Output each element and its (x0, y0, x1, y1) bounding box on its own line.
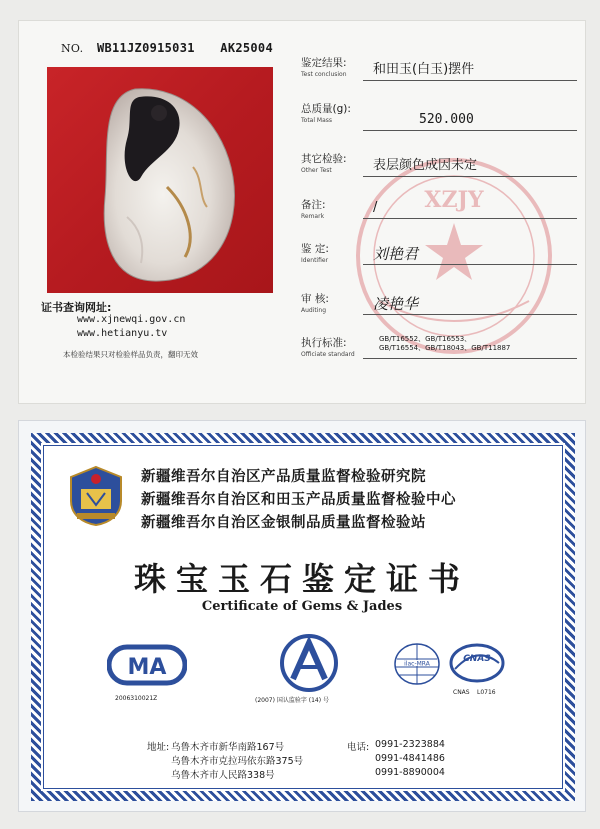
field-sublabel: Test conclusion (301, 71, 347, 78)
cma-logo-icon (107, 637, 187, 693)
phone-number-1[interactable]: 0991-2323884 (375, 739, 445, 750)
institute-name-1: 新疆维吾尔自治区产品质量监督检验研究院 (141, 469, 426, 485)
verify-url-2[interactable]: www.hetianyu.tv (77, 328, 168, 339)
field-auditing (301, 291, 577, 314)
cal-caption: (2007) 国认监验字 (14) 号 (255, 697, 329, 704)
institute-name-2: 新疆维吾尔自治区和田玉产品质量监督检验中心 (141, 492, 456, 508)
field-label: 备注: (301, 199, 326, 211)
svg-text:MA: MA (127, 655, 167, 680)
field-value: / (363, 199, 577, 219)
field-label: 鉴 定: (301, 243, 329, 255)
cnas-caption-code: L0716 (477, 689, 496, 696)
field-value (363, 335, 577, 359)
phone-number-2[interactable]: 0991-4841486 (375, 753, 445, 764)
jade-pendant-image (47, 67, 273, 293)
field-label: 审 核: (301, 293, 329, 305)
jade-photo (47, 67, 273, 293)
certificate-title-en: Certificate of Gems & Jades (201, 599, 403, 614)
svg-text:XZJY: XZJY (424, 187, 484, 213)
certificate-number: WB11JZ0915031 (96, 41, 195, 55)
field-sublabel: Auditing (301, 307, 327, 314)
ak-number: AK25004 (220, 41, 273, 55)
phone-number-3[interactable]: 0991-8890004 (375, 767, 445, 778)
cnas-caption-name: CNAS (453, 689, 470, 696)
disclaimer-text: 本检验结果只对检验样品负责，翻印无效 (63, 350, 198, 359)
address-line-1: 乌鲁木齐市新华南路167号 (171, 742, 285, 753)
cal-logo-icon (277, 633, 341, 693)
field-value: 和田玉(白玉)摆件 (363, 61, 577, 81)
verify-url-title: 证书查询网址: (41, 301, 112, 314)
field-value: 520.000 (363, 111, 577, 131)
field-sublabel: Identifier (301, 257, 329, 264)
svg-text:CNAS: CNAS (463, 654, 491, 664)
address-label: 地址: (147, 742, 170, 753)
standard-line-1: GB/T16552、GB/T16553、 (379, 335, 472, 343)
field-other-test (301, 151, 577, 174)
cma-caption: 2006310021Z (115, 695, 158, 702)
svg-text:ilac-MRA: ilac-MRA (404, 660, 430, 668)
field-label: 总质量(g): (301, 103, 351, 115)
field-value: 表层颜色成因未定 (363, 157, 577, 177)
field-test-conclusion (301, 55, 577, 78)
phone-label: 电话: (347, 742, 370, 753)
field-sublabel: Remark (301, 213, 325, 220)
certificate-detail-card (18, 20, 586, 404)
field-remark (301, 197, 577, 220)
field-sublabel: Officiate standard (301, 351, 355, 358)
standard-line-2: GB/T16554、GB/T18043、GB/T11887 (379, 344, 511, 352)
cnas-logo-icon (449, 641, 505, 687)
field-sublabel: Total Mass (301, 117, 333, 124)
institute-emblem-icon (67, 465, 125, 527)
field-label: 执行标准: (301, 337, 347, 349)
number-label: NO. (61, 42, 84, 55)
field-label: 其它检验: (301, 153, 347, 165)
institute-name-3: 新疆维吾尔自治区金银制品质量监督检验站 (141, 515, 426, 531)
address-line-2: 乌鲁木齐市克拉玛依东路375号 (171, 756, 304, 767)
verify-url-1[interactable]: www.xjnewqi.gov.cn (77, 314, 186, 325)
certificate-number-row (61, 41, 273, 55)
field-identifier (301, 241, 577, 264)
certificate-cover-card (18, 420, 586, 812)
identifier-signature: 刘艳君 (363, 245, 577, 265)
field-label: 鉴定结果: (301, 57, 347, 69)
field-officiate-standard (301, 335, 577, 358)
address-line-3: 乌鲁木齐市人民路338号 (171, 770, 275, 781)
ilac-mra-logo-icon (391, 641, 443, 687)
auditor-signature: 凌艳华 (363, 295, 577, 315)
certificate-title-cn: 珠宝玉石鉴定证书 (133, 560, 470, 598)
field-sublabel: Other Test (301, 167, 332, 174)
field-total-mass (301, 101, 577, 127)
